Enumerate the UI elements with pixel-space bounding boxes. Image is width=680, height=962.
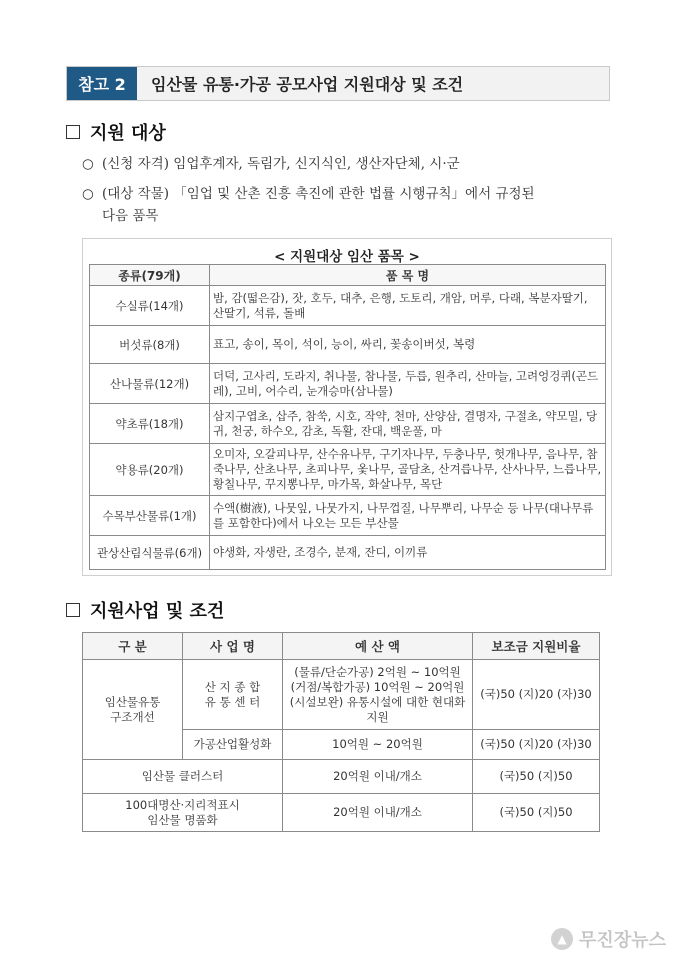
table-row <box>90 326 606 364</box>
table-row <box>90 444 606 496</box>
bullet-continuation: 다음 품목 <box>102 208 159 224</box>
items-cell: 삼지구엽초, 삽주, 참쑥, 시호, 작약, 천마, 산양삼, 결명자, 구절초, 약모밀, 당귀, 천궁, 하수오, 감초, 독활, 잔대, 백운풀, 마 <box>210 404 606 444</box>
circle-bullet-icon: ○ <box>82 186 94 202</box>
title-bar <box>66 66 610 101</box>
table-row <box>83 760 600 794</box>
table-row <box>90 404 606 444</box>
category-cell: 버섯류(8개) <box>90 326 210 364</box>
circle-bullet-icon: ○ <box>82 156 94 172</box>
items-cell: 밤, 감(떫은감), 잣, 호두, 대추, 은행, 도토리, 개암, 머루, 다래, 복분자딸기, 산딸기, 석류, 돌배 <box>210 286 606 326</box>
category-cell: 관상산림식물류(6개) <box>90 536 210 570</box>
programs-table <box>82 632 600 832</box>
ratio-cell: (국)50 (지)20 (자)30 <box>473 730 600 760</box>
category-cell: 수실류(14개) <box>90 286 210 326</box>
table-row <box>83 794 600 832</box>
program-name-cell: 임산물 클러스터 <box>83 760 283 794</box>
bullet-text: (대상 작물) 「임업 및 산촌 진흥 촉진에 관한 법률 시행규칙」에서 규정된 <box>102 186 535 202</box>
watermark <box>551 926 666 952</box>
items-panel <box>82 238 612 576</box>
ratio-cell: (국)50 (지)50 <box>473 760 600 794</box>
column-header: 사 업 명 <box>183 633 283 660</box>
items-cell: 더덕, 고사리, 도라지, 취나물, 참나물, 두릅, 원추리, 산마늘, 고려엉겅퀴(곤드레), 고비, 어수리, 눈개승마(삼나물) <box>210 364 606 404</box>
table-row <box>90 364 606 404</box>
section-heading-target <box>66 119 166 145</box>
section-heading-programs <box>66 597 224 623</box>
reference-tag: 참고 2 <box>67 67 137 100</box>
checkbox-square-icon <box>66 603 80 617</box>
items-cell: 표고, 송이, 목이, 석이, 능이, 싸리, 꽃송이버섯, 복령 <box>210 326 606 364</box>
items-cell: 수액(樹液), 나뭇잎, 나뭇가지, 나무껍질, 나무뿌리, 나무순 등 나무(대나무류를 포함한다)에서 나오는 모든 부산물 <box>210 496 606 536</box>
items-cell: 야생화, 자생란, 조경수, 분재, 잔디, 이끼류 <box>210 536 606 570</box>
column-header: 구 분 <box>83 633 183 660</box>
category-cell: 임산물유통 구조개선 <box>83 660 183 760</box>
bullet-text: (신청 자격) 임업후계자, 독림가, 신지식인, 생산자단체, 시·군 <box>102 156 460 172</box>
budget-cell: 10억원 ~ 20억원 <box>283 730 473 760</box>
watermark-text: 무진장뉴스 <box>579 930 666 951</box>
table-row <box>83 660 600 730</box>
items-cell: 오미자, 오갈피나무, 산수유나무, 구기자나무, 두충나무, 헛개나무, 음나무, 참죽나무, 산초나무, 초피나무, 옻나무, 골담초, 산겨릅나무, 산사나무, 느릅나무, 황칠나무, 꾸지뽕나무, 마가목, 화살나무, 목단 <box>210 444 606 496</box>
category-cell: 산나물류(12개) <box>90 364 210 404</box>
items-table <box>89 264 606 570</box>
table-row <box>90 536 606 570</box>
budget-cell: 20억원 이내/개소 <box>283 794 473 832</box>
items-table-title: < 지원대상 임산 품목 > <box>274 249 420 265</box>
table-row <box>90 286 606 326</box>
category-cell: 약용류(20개) <box>90 444 210 496</box>
bullet-target-crops <box>82 183 614 227</box>
program-name-cell: 산 지 종 합 유 통 센 터 <box>183 660 283 730</box>
category-cell: 약초류(18개) <box>90 404 210 444</box>
category-cell: 수목부산물류(1개) <box>90 496 210 536</box>
program-name-cell: 100대명산·지리적표시 임산물 명품화 <box>83 794 283 832</box>
section-heading-text: 지원사업 및 조건 <box>90 601 225 622</box>
budget-cell: (물류/단순가공) 2억원 ~ 10억원 (거점/복합가공) 10억원 ~ 20억원 (시설보완) 유통시설에 대한 현대화 지원 <box>283 660 473 730</box>
table-header-row <box>90 265 606 286</box>
table-header-row <box>83 633 600 660</box>
ratio-cell: (국)50 (지)50 <box>473 794 600 832</box>
mountain-logo-icon: ▲ <box>551 928 573 950</box>
table-row <box>90 496 606 536</box>
bullet-eligibility <box>82 153 614 175</box>
column-header: 보조금 지원비율 <box>473 633 600 660</box>
checkbox-square-icon <box>66 125 80 139</box>
budget-cell: 20억원 이내/개소 <box>283 760 473 794</box>
page-title: 임산물 유통·가공 공모사업 지원대상 및 조건 <box>151 75 464 94</box>
ratio-cell: (국)50 (지)20 (자)30 <box>473 660 600 730</box>
section-heading-text: 지원 대상 <box>90 123 166 144</box>
column-header: 종류(79개) <box>90 265 210 286</box>
program-name-cell: 가공산업활성화 <box>183 730 283 760</box>
column-header: 예 산 액 <box>283 633 473 660</box>
column-header: 품 목 명 <box>210 265 606 286</box>
